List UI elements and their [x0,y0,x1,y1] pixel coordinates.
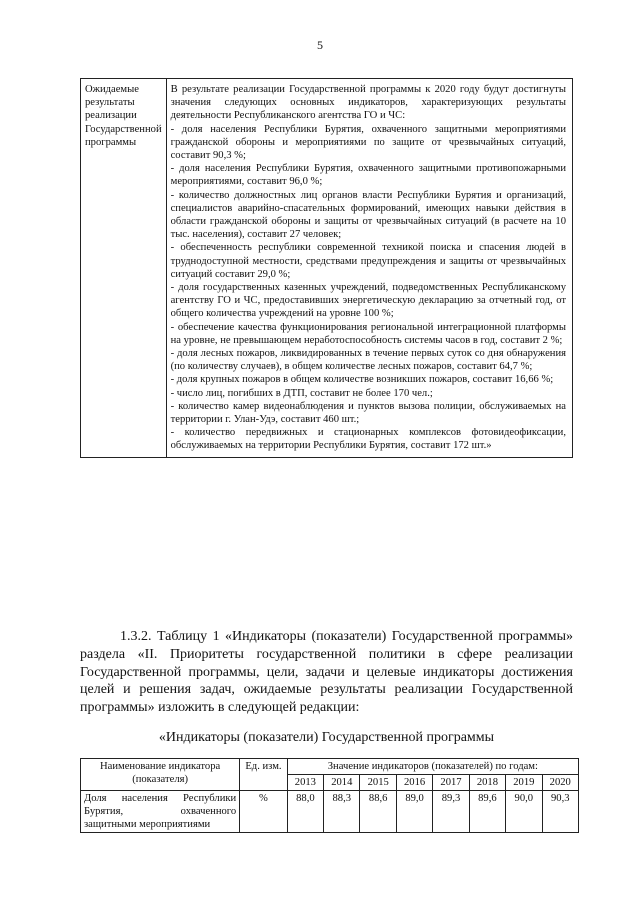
results-paragraph: - доля лесных пожаров, ликвидированных в течение первых суток со дня обнаружения (по количеству случаев), в общем количестве лесных пожаров, составит 64,7 %; [170,348,566,373]
page-number: 5 [317,38,323,52]
indicator-name: Доля населения Республики Бурятия, охваченного защитными мероприятиями [81,791,240,833]
results-paragraph: - доля государственных казенных учреждений, подведомственных Республиканскому агентству ГО и ЧС, предоставивших энергетическую декларацию за отчетный год, от общего количества учреждений на уровне 100 %; [170,282,566,320]
results-paragraph: - доля крупных пожаров в общем количестве возникших пожаров, составит 16,66 %; [170,374,554,386]
table-row [81,79,573,458]
year-header: 2017 [433,775,469,791]
year-header: 2018 [469,775,505,791]
expected-results-table [80,78,573,458]
year-header: 2015 [360,775,396,791]
year-header: 2016 [396,775,432,791]
row-content [166,79,572,458]
indicator-value: 89,3 [433,791,469,833]
indicator-value: 89,6 [469,791,505,833]
indicator-value: 88,3 [324,791,360,833]
indicator-value: 90,0 [506,791,542,833]
results-paragraph: - число лиц, погибших в ДТП, составит не более 170 чел.; [170,387,433,399]
results-paragraph: - обеспечение качества функционирования региональной интеграционной платформы на уровне, не превышающем неработоспособность системы часов в год, составит 2 %; [170,321,566,346]
results-paragraph: - количество должностных лиц органов власти Республики Бурятия и организаций, специалистов аварийно-спасательных формирований, имеющих навыки действия в области гражданской обороны и защиты от чрезвычайных ситуаций (в расчете на 10 тыс. населения), составит 27 человек; [170,189,566,241]
row-label: Ожидаемые результаты реализации Государственной программы [81,79,167,458]
results-paragraph: - доля населения Республики Бурятия, охваченного защитными противопожарными мероприятиями, составит 96,0 %; [170,163,566,188]
indicator-value: 89,0 [396,791,432,833]
indicator-unit: % [240,791,287,833]
table-row [81,791,579,833]
column-header-unit: Ед. изм. [240,759,287,791]
results-paragraph: - количество передвижных и стационарных комплексов фотовидеофиксации, обслуживаемых на территории Республики Бурятия, составит 172 шт.» [170,427,566,452]
year-header: 2020 [542,775,578,791]
indicator-value: 88,0 [287,791,323,833]
results-paragraph: - количество камер видеонаблюдения и пунктов вызова полиции, обслуживаемых на территории г. Улан-Удэ, составит 460 шт.; [170,400,566,426]
results-paragraph: - доля населения Республики Бурятия, охваченного защитными мероприятиями гражданской обороны и мероприятиями по защите от чрезвычайных ситуаций, составит 90,3 %; [170,123,566,162]
indicators-table [80,758,579,833]
year-header: 2014 [324,775,360,791]
indicator-value: 90,3 [542,791,578,833]
table-header-row [81,759,579,775]
results-paragraph: В результате реализации Государственной программы к 2020 году будут достигнуты значения следующих основных индикаторов, характеризующих результаты деятельности Республиканского агентства ГО и ЧС: [170,84,566,122]
indicator-value: 88,6 [360,791,396,833]
column-header-values: Значение индикаторов (показателей) по годам: [287,759,578,775]
year-header: 2013 [287,775,323,791]
section-paragraph: 1.3.2. Таблицу 1 «Индикаторы (показатели) Государственной программы» раздела «II. Приоритеты государственной политики в сфере реализации Государственной программы, цели, задачи и целевые индикаторы достижения целей и решения задач, ожидаемые результаты реализации Государственной программы» изложить в следующей редакции: [80,629,573,716]
indicators-table-title: «Индикаторы (показатели) Государственной программы [158,730,495,745]
results-paragraph: - обеспеченность республики современной техникой поиска и спасения людей в труднодоступной местности, средствами предупреждения и защиты от чрезвычайных ситуаций составит 29,0 %; [170,242,566,280]
column-header-name: Наименование индикатора (показателя) [81,759,240,791]
year-header: 2019 [506,775,542,791]
